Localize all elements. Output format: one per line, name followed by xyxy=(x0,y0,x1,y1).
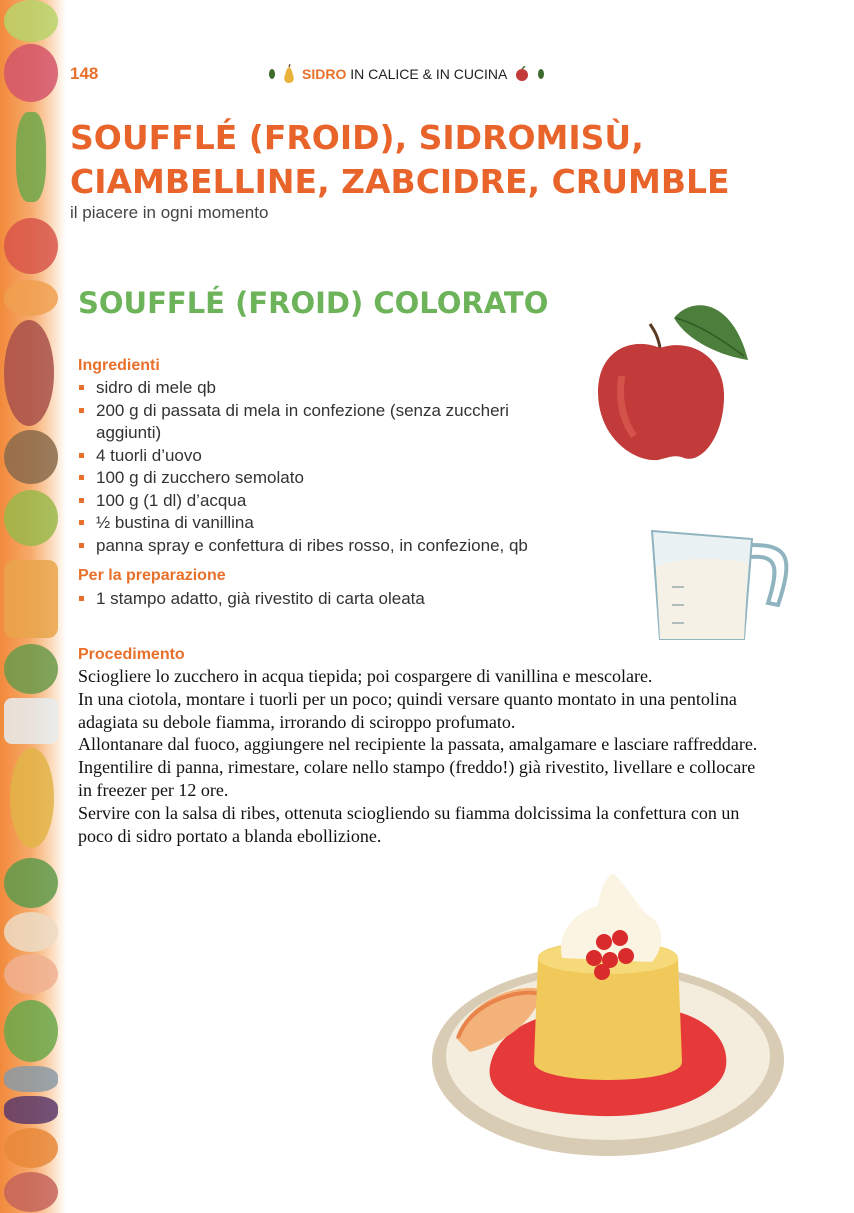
page-subtitle: il piacere in ogni momento xyxy=(70,203,269,222)
measuring-cup-illustration xyxy=(648,527,794,643)
procedure-step: Servire con la salsa di ribes, ottenuta sciogliendo su fiamma dolcissima la confettura con un poco di sidro portato a blanda ebollizione. xyxy=(78,802,740,846)
procedure-step: Allontanare dal fuoco, aggiungere nel recipiente la passata, amalgamare e lasciare raffreddare. xyxy=(78,734,758,755)
list-item: sidro di mele qb xyxy=(78,377,578,400)
running-header xyxy=(268,64,545,84)
pear-icon xyxy=(10,748,54,848)
meat-icon xyxy=(4,1172,58,1212)
procedure-heading: Procedimento xyxy=(78,646,185,663)
apple-illustration xyxy=(592,296,754,466)
preparation-list xyxy=(78,588,578,611)
ice-cube-icon xyxy=(4,698,58,744)
basil-icon xyxy=(4,858,58,908)
procedure-step: Ingentilire di panna, rimestare, colare nello stampo (freddo!) già rivestito, livellare e collocare in freezer per 12 ore. xyxy=(78,757,756,800)
list-item: 1 stampo adatto, già rivestito di carta oleata xyxy=(78,588,578,611)
mushroom-icon xyxy=(4,912,58,952)
leaf-icon xyxy=(537,68,545,80)
bell-pepper-icon xyxy=(4,1000,58,1062)
list-item: 4 tuorli d’uovo xyxy=(78,445,578,468)
page-number: 148 xyxy=(70,64,99,83)
procedure-step: In una ciotola, montare i tuorli per un poco; quindi versare quanto montato in una pentolina adagiata su debole fiamma, irrorando di sciroppo profumato. xyxy=(78,688,737,732)
running-title: IN CALICE & IN CUCINA xyxy=(350,66,508,82)
list-item: 100 g di zucchero semolato xyxy=(78,467,578,490)
kiwi-icon xyxy=(4,490,58,546)
preparation-heading: Per la preparazione xyxy=(78,567,226,584)
souffle-illustration xyxy=(430,866,790,1162)
list-item: 200 g di passata di mela in confezione (senza zuccheri aggiunti) xyxy=(78,400,578,445)
list-item: ½ bustina di vanillina xyxy=(78,512,578,535)
recipe-title: SOUFFLÉ (FROID) COLORATO xyxy=(78,286,549,320)
fig-icon xyxy=(4,320,54,426)
page-title: SOUFFLÉ (FROID), SIDROMISÙ, CIAMBELLINE, ZABCIDRE, CRUMBLE xyxy=(70,118,730,201)
procedure-step: Sciogliere lo zucchero in acqua tiepida; poi cospargere di vanillina e mescolare. xyxy=(78,666,653,686)
ingredients-heading: Ingredienti xyxy=(78,357,160,374)
leaf-icon xyxy=(268,68,276,80)
decorative-fruit-strip xyxy=(0,0,66,1213)
shrimp-icon xyxy=(4,954,58,994)
apple-icon xyxy=(4,218,58,274)
pear-icon xyxy=(282,64,296,84)
list-item: panna spray e confettura di ribes rosso, in confezione, qb xyxy=(78,535,616,558)
raspberry-icon xyxy=(4,44,58,102)
lime-icon xyxy=(4,0,58,42)
broccoli-icon xyxy=(4,644,58,694)
pepper-icon xyxy=(16,112,46,202)
coconut-icon xyxy=(4,430,58,484)
eggplant-icon xyxy=(4,1096,58,1124)
fish-icon xyxy=(4,1066,58,1092)
cherry-icon xyxy=(513,66,531,82)
ingredients-list xyxy=(78,377,578,557)
running-title-brand: SIDRO xyxy=(302,66,347,82)
melon-slice-icon xyxy=(4,280,58,316)
papaya-icon xyxy=(4,1128,58,1168)
list-item: 100 g (1 dl) d’acqua xyxy=(78,490,578,513)
procedure-text xyxy=(78,665,758,847)
honey-jar-icon xyxy=(4,560,58,638)
